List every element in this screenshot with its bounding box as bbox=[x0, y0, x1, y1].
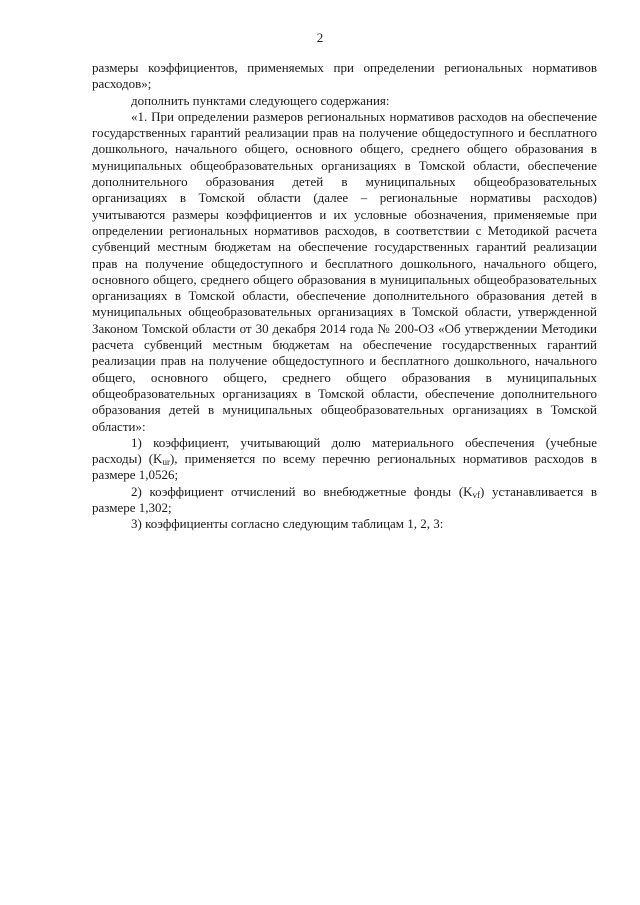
paragraph-coefficient-3: 3) коэффициенты согласно следующим таблицам 1, 2, 3: bbox=[131, 516, 444, 532]
paragraph-item-1: «1. При определении размеров региональных нормативов расходов на обеспечение государственных гарантий реализации прав на получение общедоступного и бесплатного дошкольного, начального общего, основного общего, среднего общего образования в муниципальных общеобразовательных организациях в Томской области, обеспечение дополнительного образования детей в муниципальных общеобразовательных организациях в Томской области (далее – региональные нормативы расходов) учитываются размеры коэффициентов и их условные обозначения, применяемые при определении региональных нормативов расходов, в соответствии с Методикой расчета субвенций местным бюджетам на обеспечение государственных гарантий реализации прав на получение общедоступного и бесплатного дошкольного, начального общего, основного общего, среднего общего образования в муниципальных общеобразовательных организациях в Томской области, обеспечение дополнительного образования детей в муниципальных общеобразовательных организациях в Томской области, утвержденной Законом Томской области от 30 декабря 2014 года № 200-ОЗ «Об утверждении Методики расчета субвенций местным бюджетам на обеспечение государственных гарантий реализации прав на получение общедоступного и бесплатного дошкольного, начального общего, основного общего, среднего общего образования в муниципальных общеобразовательных организациях в Томской области, обеспечение дополнительного образования детей в муниципальных общеобразовательных организациях в Томской области»: bbox=[92, 108, 597, 434]
paragraph-coefficient-1 bbox=[92, 435, 597, 484]
coefficient-1-subscript: ur bbox=[162, 457, 170, 468]
paragraph-coefficient-2 bbox=[92, 484, 597, 517]
document-body bbox=[92, 60, 597, 533]
page-number: 2 bbox=[316, 30, 324, 45]
coefficient-2-subscript: vf bbox=[472, 489, 481, 500]
coefficient-2-text-start: 2) коэффициент отчислений во внебюджетные фонды (K bbox=[131, 483, 473, 499]
coefficient-1-text-end: ), применяется по всему перечню региональных нормативов расходов в размере 1,0526; bbox=[92, 451, 597, 483]
paragraph-amendment-intro: дополнить пунктами следующего содержания: bbox=[131, 92, 390, 108]
coefficient-2-text-end: ) устанавливается в размере 1,302; bbox=[92, 483, 597, 516]
coefficient-1-text-start: 1) коэффициент, учитывающий долю материального обеспечения (учебные расходы) (K bbox=[92, 434, 597, 467]
paragraph-continuation: размеры коэффициентов, применяемых при определении региональных нормативов расходов»; bbox=[92, 60, 597, 92]
